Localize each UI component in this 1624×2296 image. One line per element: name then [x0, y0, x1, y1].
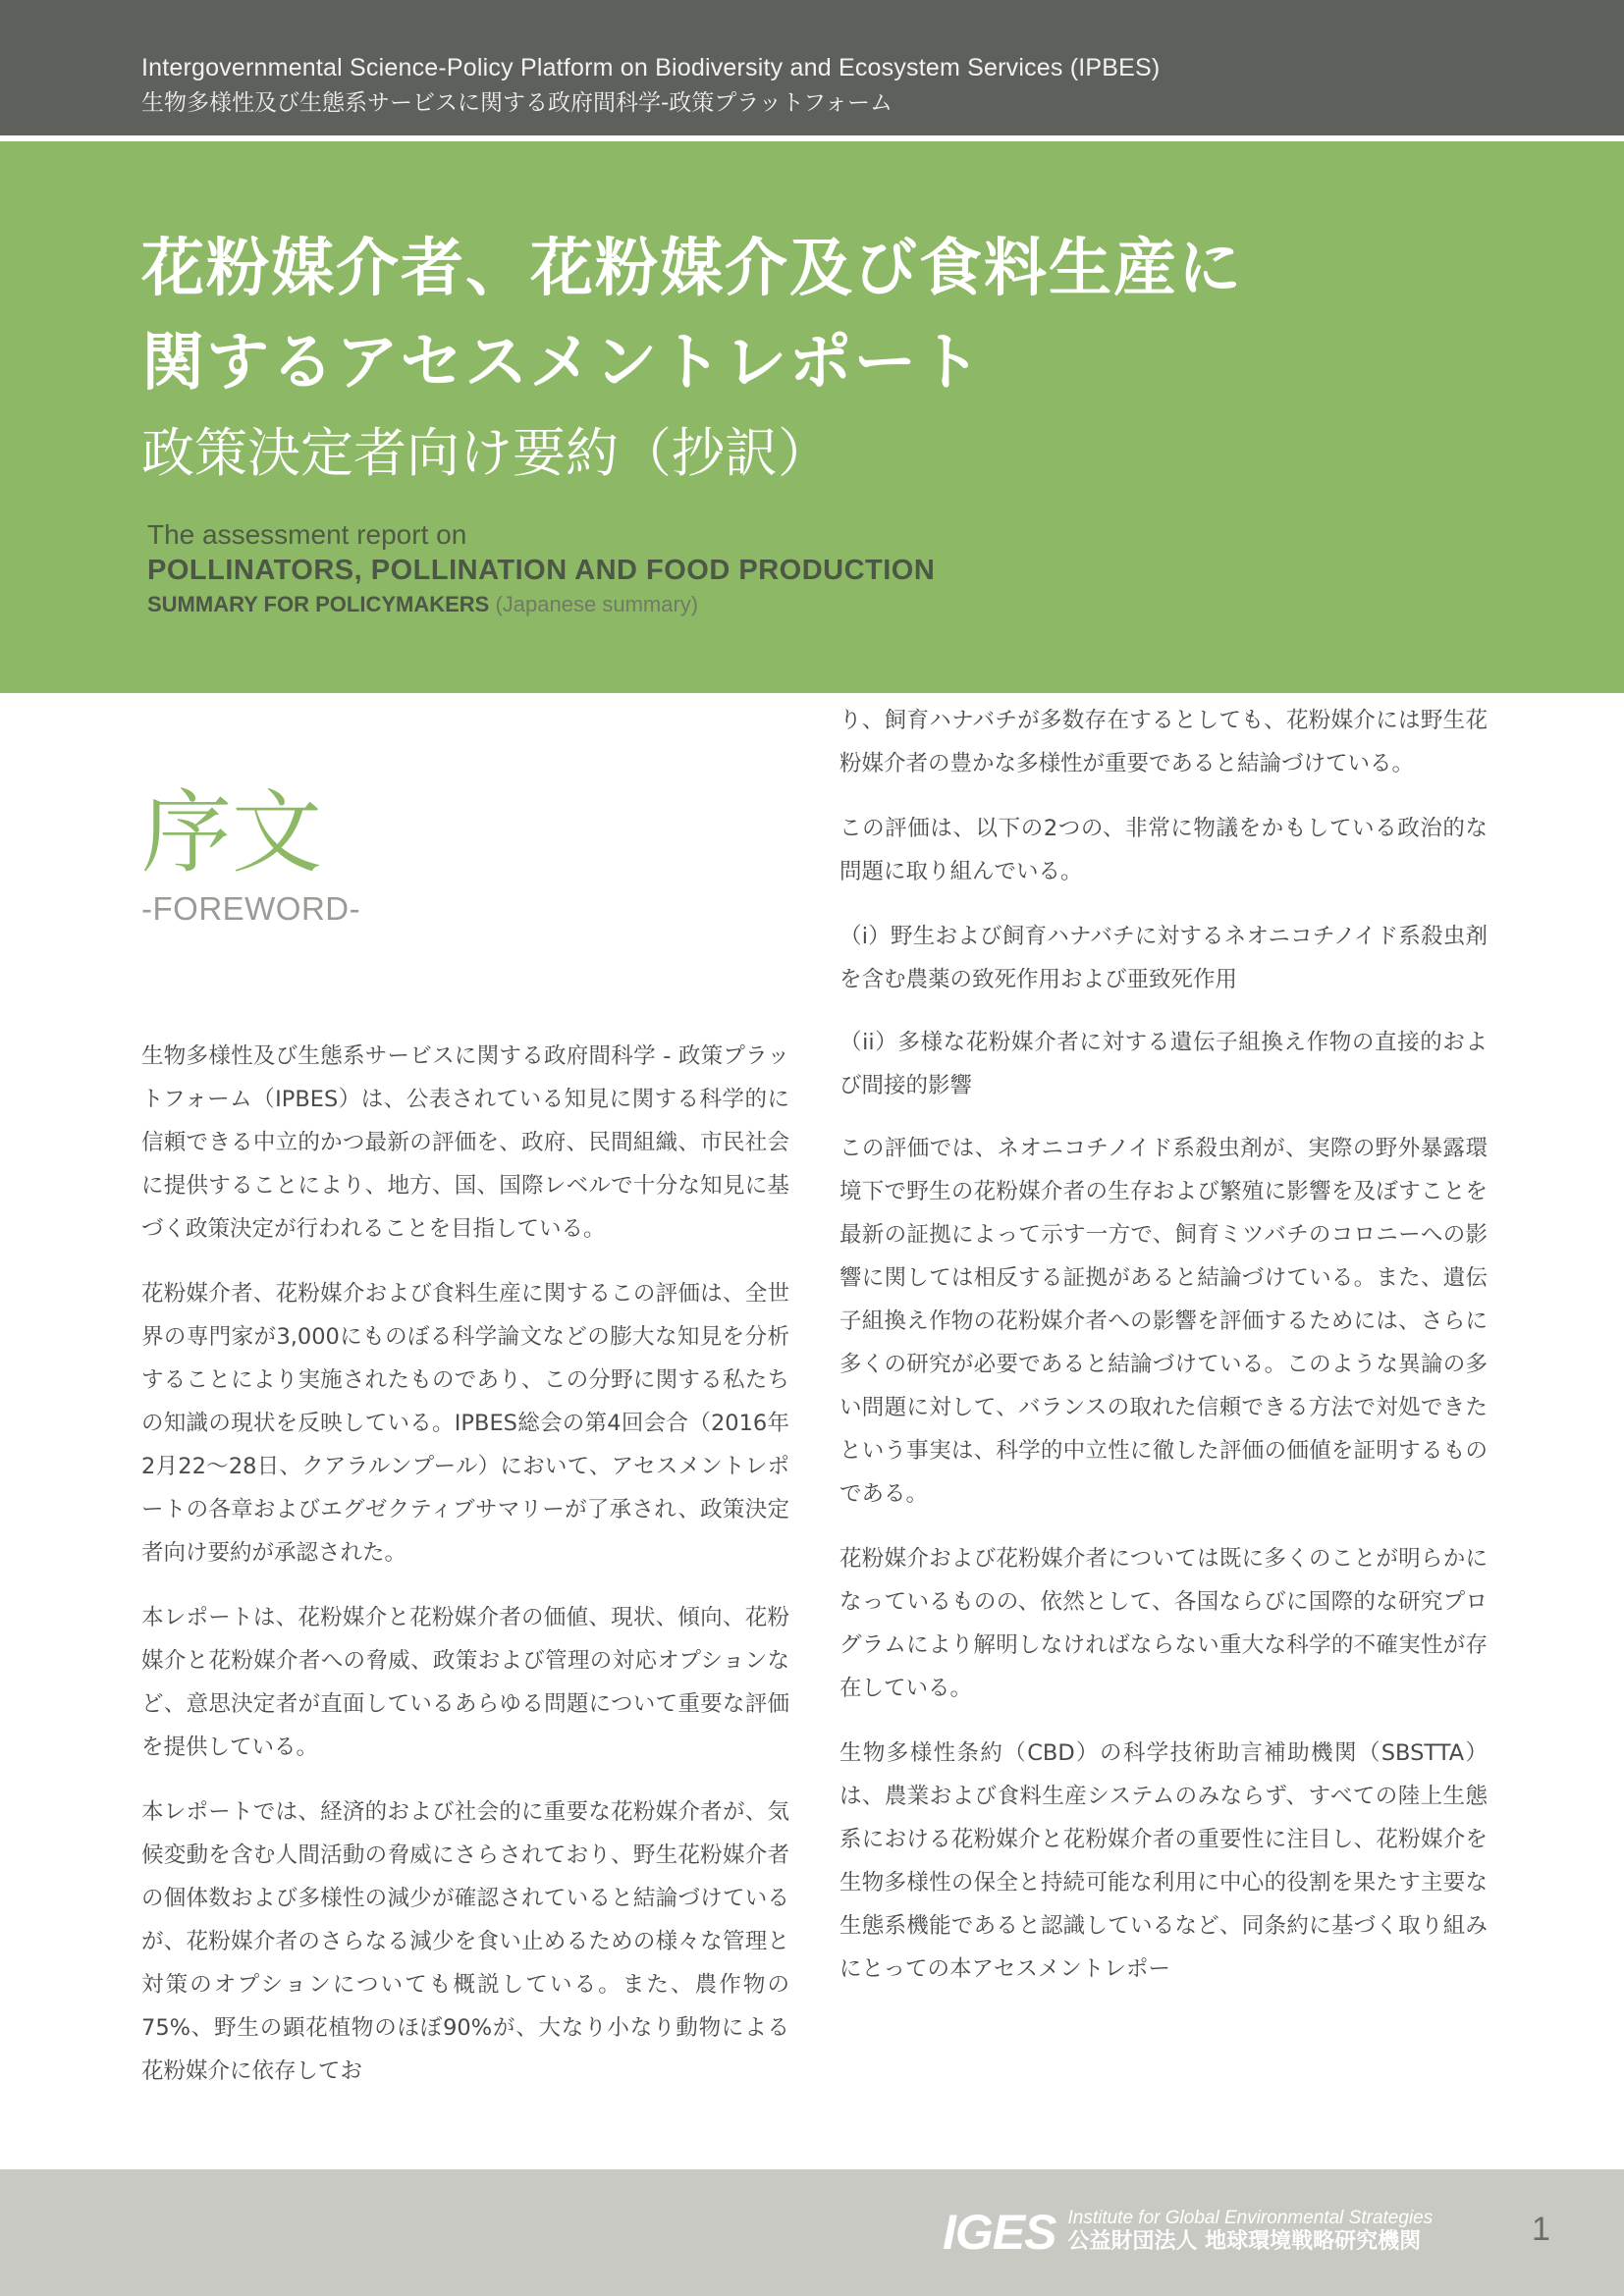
title-band: [0, 141, 1624, 693]
left-column: [141, 693, 789, 2114]
paragraph: 花粉媒介者、花粉媒介および食料生産に関するこの評価は、全世界の専門家が3,000にものぼる科学論文などの膨大な知見を分析することにより実施されたものであり、この分野に関する私たちの知識の現状を反映している。IPBES総会の第4回会合（2016年2月22～28日、クアラルンプール）において、アセスメントレポートの各章およびエグゼクティブサマリーが了承され、政策決定者向け要約が承認された。: [141, 1281, 789, 1566]
paragraph: この評価では、ネオニコチノイド系殺虫剤が、実際の野外暴露環境下で野生の花粉媒介者の生存および繁殖に影響を及ぼすことを最新の証拠によって示す一方で、飼育ミツバチのコロニーへの影響に関しては相反する証拠があると結論づけている。また、遺伝子組換え作物の花粉媒介者への影響を評価するためには、さらに多くの研究が必要であると結論づけている。このような異論の多い問題に対して、バランスの取れた信頼できる方法で対処できたという事実は、科学的中立性に徹した評価の価値を証明するものである。: [839, 1136, 1488, 1507]
right-column: [839, 622, 1488, 2012]
org-name-ja: 生物多様性及び生態系サービスに関する政府間科学-政策プラットフォーム: [141, 90, 893, 116]
iges-logo-names: [1067, 2209, 1433, 2256]
english-summary-note: (Japanese summary): [495, 592, 699, 616]
footer-band: [0, 2169, 1624, 2296]
foreword-subheading: -FOREWORD-: [141, 890, 361, 927]
paragraph: 花粉媒介および花粉媒介者については既に多くのことが明らかになっているものの、依然として、各国ならびに国際的な研究プログラムにより解明しなければならない重大な科学的不確実性が存在している。: [839, 1546, 1488, 1701]
iges-logo: [943, 2207, 1433, 2258]
english-title-sub: [147, 589, 1565, 620]
header-band: [0, 0, 1624, 135]
paragraph: 生物多様性及び生態系サービスに関する政府間科学 - 政策プラットフォーム（IPBES）は、公表されている知見に関する科学的に信頼できる中立的かつ最新の評価を、政府、民間組織、市民社会に提供することにより、地方、国、国際レベルで十分な知見に基づく政策決定が行われることを目指している。: [141, 1043, 789, 1242]
paragraph: 本レポートは、花粉媒介と花粉媒介者の価値、現状、傾向、花粉媒介と花粉媒介者への脅威、政策および管理の対応オプションなど、意思決定者が直面しているあらゆる問題について重要な評価を提供している。: [141, 1605, 789, 1760]
org-name-en: Intergovernmental Science-Policy Platform on Biodiversity and Ecosystem Services (IPBES): [141, 54, 1161, 81]
paragraph: 生物多様性条約（CBD）の科学技術助言補助機関（SBSTTA）は、農業および食料生産システムのみならず、すべての陸上生態系における花粉媒介と花粉媒介者の重要性に注目し、花粉媒介を生物多様性の保全と持続可能な利用に中心的役割を果たす主要な生態系機能であると認識しているなど、同条約に基づく取り組みにとっての本アセスメントレポー: [839, 1740, 1488, 1982]
list-item: （i）野生および飼育ハナバチに対するネオニコチノイド系殺虫剤を含む農薬の致死作用および亜致死作用: [839, 924, 1488, 992]
body-content: [0, 693, 1624, 2169]
iges-name-ja: 公益財団法人 地球環境戦略研究機関: [1067, 2229, 1422, 2254]
foreword-heading: 序文: [141, 780, 323, 885]
english-title-lead: The assessment report on: [147, 519, 467, 550]
english-title-block: [141, 518, 1565, 620]
page-number: 1: [1532, 2211, 1550, 2248]
paragraph: この評価は、以下の2つの、非常に物議をかもしている政治的な問題に取り組んでいる。: [839, 816, 1488, 884]
paragraph: り、飼育ハナバチが多数存在するとしても、花粉媒介には野生花粉媒介者の豊かな多様性が重要であると結論づけている。: [839, 708, 1488, 776]
iges-logo-mark: IGES: [943, 2205, 1056, 2260]
iges-name-en: Institute for Global Environmental Strategies: [1067, 2208, 1434, 2228]
paragraph: 本レポートでは、経済的および社会的に重要な花粉媒介者が、気候変動を含む人間活動の脅威にさらされており、野生花粉媒介者の個体数および多様性の減少が確認されていると結論づけているが、花粉媒介者のさらなる減少を食い止めるための様々な管理と対策のオプションについても概説している。また、農作物の75%、野生の顕花植物のほぼ90%が、大なり小なり動物による花粉媒介に依存してお: [141, 1799, 789, 2084]
report-subtitle: 政策決定者向け要約（抄訳）: [141, 422, 831, 484]
english-title-main: POLLINATORS, POLLINATION AND FOOD PRODUCTION: [147, 555, 936, 586]
report-title-line-1: 花粉媒介者、花粉媒介及び食料生産に: [141, 233, 1243, 305]
report-title-line-2: 関するアセスメントレポート: [141, 327, 984, 400]
list-item: （ii）多様な花粉媒介者に対する遺伝子組換え作物の直接的および間接的影響: [839, 1030, 1488, 1098]
english-summary-label: SUMMARY FOR POLICYMAKERS: [147, 592, 490, 616]
